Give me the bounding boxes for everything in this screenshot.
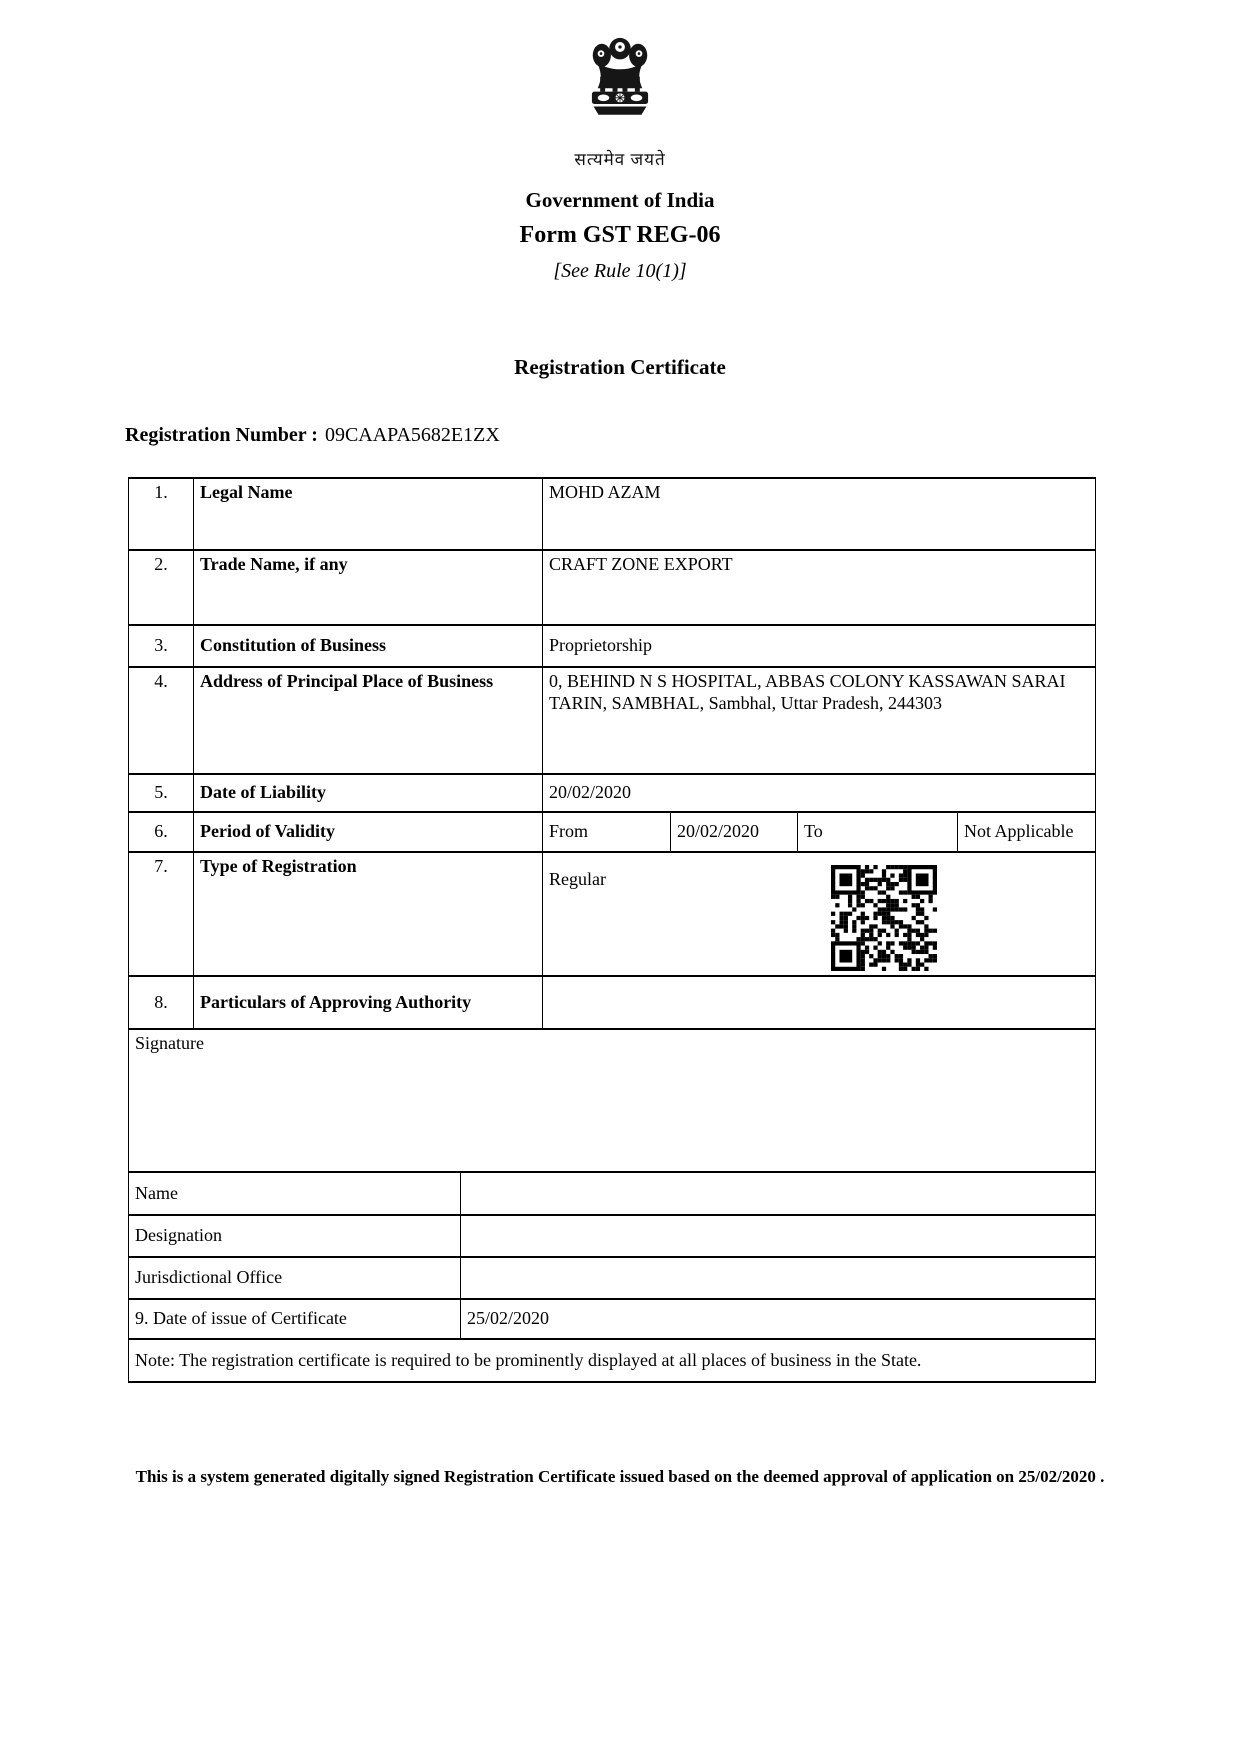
- table-row-name: [129, 1172, 1096, 1215]
- table-row-date-of-liability: [129, 774, 1096, 812]
- table-row-jurisdictional-office: [129, 1257, 1096, 1299]
- row-label: Legal Name: [194, 478, 543, 550]
- table-row-period-of-validity: [129, 812, 1096, 852]
- validity-to-label: To: [798, 812, 958, 852]
- row-number: 8.: [129, 976, 194, 1029]
- row-label: Trade Name, if any: [194, 550, 543, 625]
- officer-label: Jurisdictional Office: [129, 1257, 461, 1299]
- validity-from-value: 20/02/2020: [671, 812, 798, 852]
- registration-type-cell: [543, 852, 1096, 976]
- table-row-address: [129, 667, 1096, 774]
- row-value: Proprietorship: [543, 625, 1096, 667]
- registration-number-label: Registration Number :: [125, 424, 318, 446]
- table-row-legal-name: [129, 478, 1096, 550]
- table-row-date-of-issue: [129, 1299, 1096, 1339]
- row-value: CRAFT ZONE EXPORT: [543, 550, 1096, 625]
- officer-value: [461, 1257, 1096, 1299]
- emblem-motto: सत्यमेव जयते: [574, 150, 666, 169]
- row-number: 2.: [129, 550, 194, 625]
- table-row-type-of-registration: [129, 852, 1096, 976]
- form-title: Form GST REG-06: [519, 222, 721, 248]
- officer-label: Designation: [129, 1215, 461, 1257]
- emblem-block: [0, 30, 1240, 170]
- row-label: Period of Validity: [194, 812, 543, 852]
- row-number: 4.: [129, 667, 194, 774]
- row-number: 3.: [129, 625, 194, 667]
- government-title: Government of India: [525, 188, 715, 212]
- validity-from-label: From: [543, 812, 671, 852]
- row-number: 1.: [129, 478, 194, 550]
- note-text: Note: The registration certificate is required to be prominently displayed at all places of business in the State.: [129, 1339, 1096, 1382]
- certificate-title: Registration Certificate: [514, 355, 726, 379]
- table-row-trade-name: [129, 550, 1096, 625]
- row-label: Address of Principal Place of Business: [194, 667, 543, 774]
- row-number: 7.: [129, 852, 194, 976]
- approving-authority-value: [543, 976, 1096, 1029]
- row-label: Constitution of Business: [194, 625, 543, 667]
- officer-value: [461, 1215, 1096, 1257]
- registration-type-value: Regular: [549, 869, 606, 889]
- ashoka-emblem-icon: [582, 30, 658, 140]
- officer-value: 25/02/2020: [461, 1299, 1096, 1339]
- row-value: MOHD AZAM: [543, 478, 1096, 550]
- officer-label: 9. Date of issue of Certificate: [129, 1299, 461, 1339]
- table-row-signature: [129, 1029, 1096, 1172]
- rule-reference: [See Rule 10(1)]: [553, 260, 687, 282]
- table-row-constitution: [129, 625, 1096, 667]
- officer-value: [461, 1172, 1096, 1215]
- registration-number-line: [125, 424, 1240, 447]
- footer-statement: This is a system generated digitally signed Registration Certificate issued based on the deemed approval of application on 25/02/2020 .: [135, 1467, 1105, 1486]
- row-number: 5.: [129, 774, 194, 812]
- row-value: 20/02/2020: [543, 774, 1096, 812]
- row-value: 0, BEHIND N S HOSPITAL, ABBAS COLONY KASSAWAN SARAI TARIN, SAMBHAL, Sambhal, Uttar Pradesh, 244303: [543, 667, 1096, 774]
- row-label: Date of Liability: [194, 774, 543, 812]
- table-row-approving-authority: [129, 976, 1096, 1029]
- qr-code: [831, 865, 937, 971]
- table-row-designation: [129, 1215, 1096, 1257]
- row-label: Type of Registration: [194, 852, 543, 976]
- certificate-table: [128, 477, 1096, 1383]
- officer-label: Name: [129, 1172, 461, 1215]
- row-label: Particulars of Approving Authority: [194, 976, 543, 1029]
- signature-cell: Signature: [129, 1029, 1096, 1172]
- validity-to-value: Not Applicable: [958, 812, 1096, 852]
- registration-number-value: 09CAAPA5682E1ZX: [324, 424, 500, 446]
- row-number: 6.: [129, 812, 194, 852]
- table-row-note: [129, 1339, 1096, 1382]
